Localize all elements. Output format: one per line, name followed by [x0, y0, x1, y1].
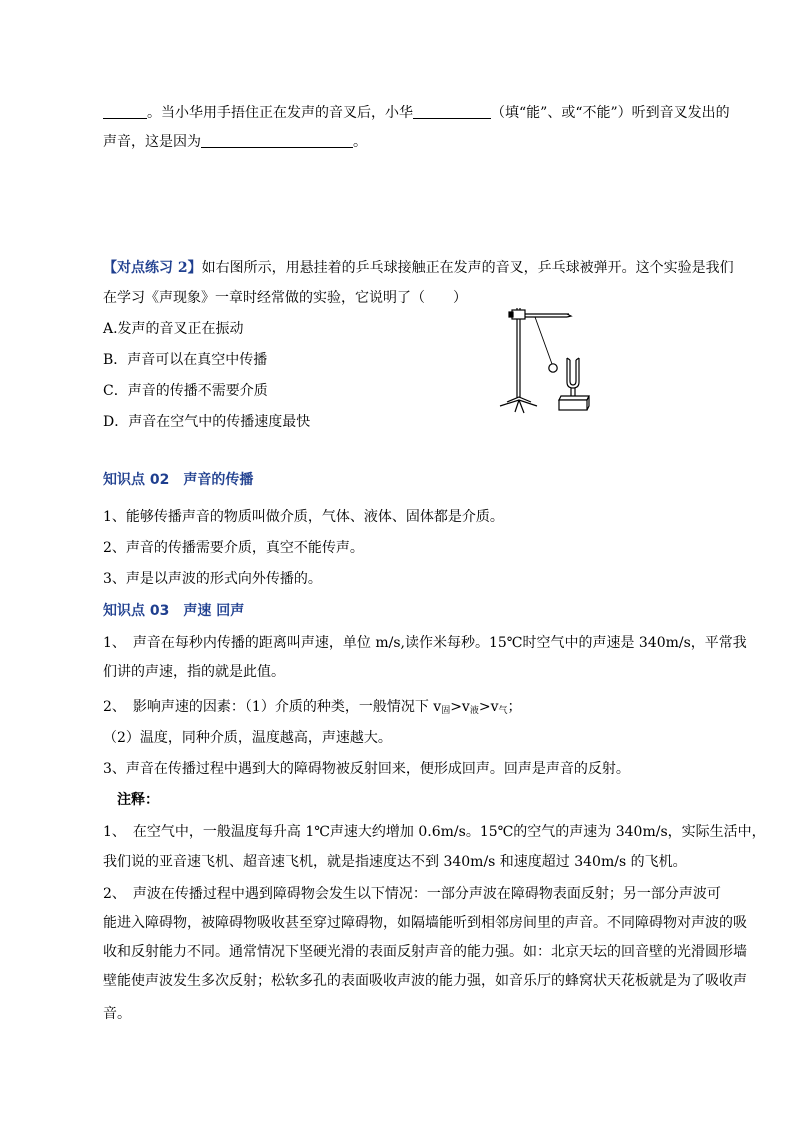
kp03-p2-text: 2、 影响声速的因素：（1）介质的种类，一般情况下 v — [103, 699, 442, 715]
fill-line-2 — [103, 132, 367, 152]
option-b[interactable]: B．声音可以在真空中传播 — [103, 352, 268, 368]
answer-blank-2[interactable] — [413, 104, 491, 119]
tuning-fork-pingpong-apparatus-icon — [497, 296, 593, 418]
kp03-p2-line2: （2）温度，同种介质，温度越高，声速越大。 — [103, 730, 392, 746]
kp02-item-1: 1、能够传播声音的物质叫做介质，气体、液体、固体都是介质。 — [103, 509, 504, 525]
practice-tag: 【对点练习 2】 — [103, 260, 202, 276]
sub-liquid: 液 — [469, 706, 479, 716]
kp02-item-3: 3、声是以声波的形式向外传播的。 — [103, 571, 322, 587]
note-1-line1: 1、 在空气中，一般温度每升高 1℃声速大约增加 0.6m/s。15℃的空气的声速为 340m/s，实际生活中， — [103, 824, 766, 840]
fill-line-1 — [103, 103, 730, 123]
note-2-line5: 音。 — [103, 1006, 131, 1022]
sub-gas: 气 — [498, 706, 508, 716]
note-2-line4: 壁能使声波发生多次反射；松软多孔的表面吸收声波的能力强，如音乐厅的蜂窝状天花板就是为了吸收声 — [103, 973, 747, 989]
note-1-line2: 我们说的亚音速飞机、超音速飞机，就是指速度达不到 340m/s 和速度超过 340m/s 的飞机。 — [103, 854, 687, 870]
practice-stem-2: 在学习《声现象》一章时经常做的实验，它说明了（ ） — [103, 290, 467, 306]
fill-text-3: 声音，这是因为 — [103, 134, 201, 150]
kp03-p2-line1 — [103, 697, 522, 721]
kp02-item-2: 2、声音的传播需要介质，真空不能传声。 — [103, 540, 364, 556]
fill-text-end: 。 — [353, 134, 367, 150]
kp03-title: 知识点 03 声速 回声 — [103, 603, 245, 619]
option-a[interactable]: A.发声的音叉正在振动 — [103, 321, 244, 337]
note-label: 注释： — [117, 792, 159, 808]
note-2-line2: 能进入障碍物，被障碍物吸收甚至穿过障碍物，如隔墙能听到相邻房间里的声音。不同障碍物对声波的吸 — [103, 915, 747, 931]
kp03-p1-line1: 1、 声音在每秒内传播的距离叫声速，单位 m/s,读作米每秒。15℃时空气中的声速是 340m/s，平常我 — [103, 635, 747, 651]
semicolon: ； — [507, 699, 522, 715]
sub-solid: 固 — [441, 706, 451, 716]
fill-text-2: （填“能”、或“不能”）听到音叉发出的 — [491, 105, 730, 121]
gt-2: >v — [478, 699, 499, 715]
option-c[interactable]: C．声音的传播不需要介质 — [103, 383, 268, 399]
answer-blank-1[interactable] — [103, 104, 147, 119]
note-2-line1: 2、 声波在传播过程中遇到障碍物会发生以下情况：一部分声波在障碍物表面反射；另一部分声波可 — [103, 886, 721, 902]
fill-text-1: 。当小华用手捂住正在发声的音叉后，小华 — [147, 105, 413, 121]
kp02-title: 知识点 02 声音的传播 — [103, 472, 254, 488]
kp03-p3: 3、声音在传播过程中遇到大的障碍物被反射回来，便形成回声。回声是声音的反射。 — [103, 761, 630, 777]
kp03-p1-line2: 们讲的声速，指的就是此值。 — [103, 664, 285, 680]
answer-blank-3[interactable] — [201, 133, 353, 148]
practice-stem-1 — [103, 258, 734, 278]
note-2-line3: 收和反射能力不同。通常情况下坚硬光滑的表面反射声音的能力强。如：北京天坛的回音壁的光滑圆形墙 — [103, 944, 747, 960]
option-d[interactable]: D．声音在空气中的传播速度最快 — [103, 414, 311, 430]
practice-stem-text-1: 如右图所示，用悬挂着的乒乓球接触正在发声的音叉，乒乓球被弹开。这个实验是我们 — [201, 260, 734, 276]
gt-1: >v — [450, 699, 470, 715]
